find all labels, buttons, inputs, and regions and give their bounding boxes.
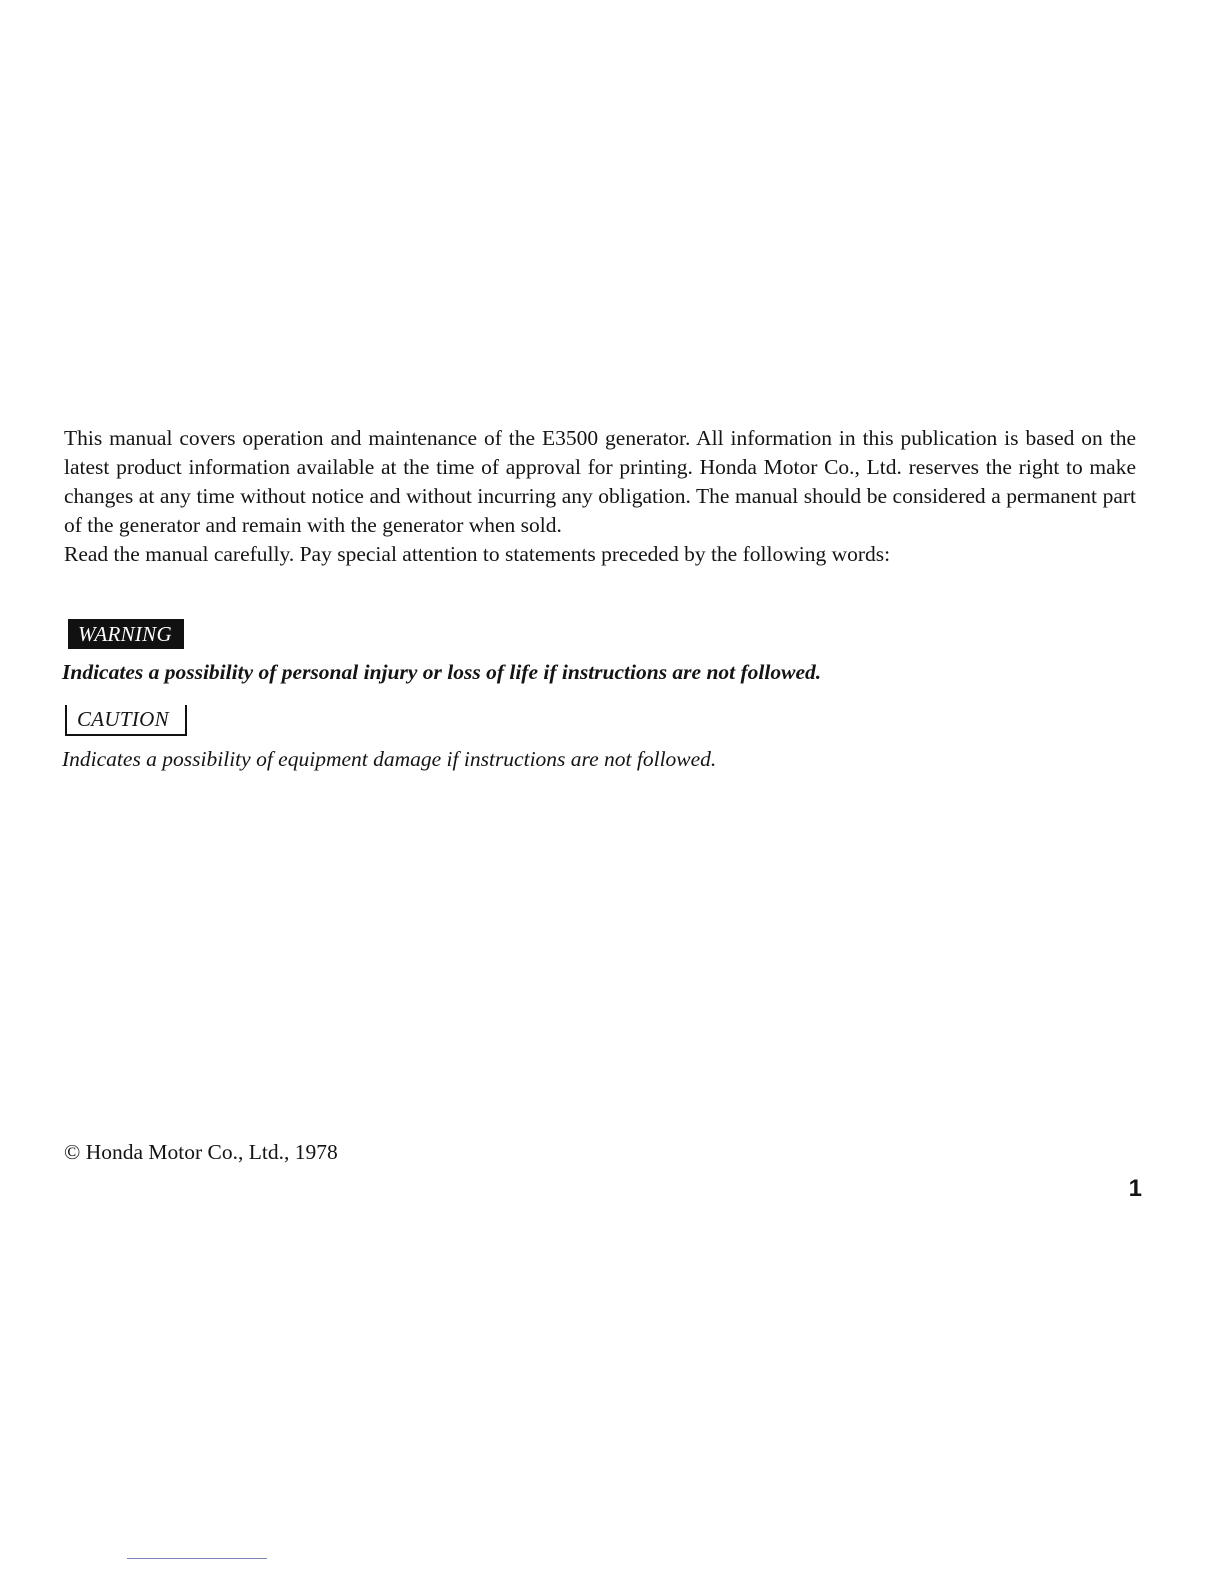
instruction-paragraph: Read the manual carefully. Pay special attention to statements preceded by the following words: bbox=[64, 542, 891, 566]
caution-description: Indicates a possibility of equipment damage if instructions are not followed. bbox=[62, 747, 717, 771]
intro-paragraph: This manual covers operation and maintenance of the E3500 generator. All information in this publication is based on the latest product information available at the time of approval for printing. Honda Motor Co., Ltd. reserves the right to make changes at any time without notice and without incurring any obligation. The manual should be considered a permanent part of the generator and remain with the generator when sold. bbox=[64, 426, 1136, 537]
intro-section bbox=[64, 424, 1136, 569]
caution-label: CAUTION bbox=[65, 705, 187, 736]
bottom-divider bbox=[127, 1558, 267, 1559]
warning-label: WARNING bbox=[68, 619, 184, 649]
warning-description: Indicates a possibility of personal injury or loss of life if instructions are not followed. bbox=[62, 660, 822, 684]
page-number: 1 bbox=[1128, 1175, 1142, 1202]
copyright-notice: © Honda Motor Co., Ltd., 1978 bbox=[64, 1140, 338, 1164]
